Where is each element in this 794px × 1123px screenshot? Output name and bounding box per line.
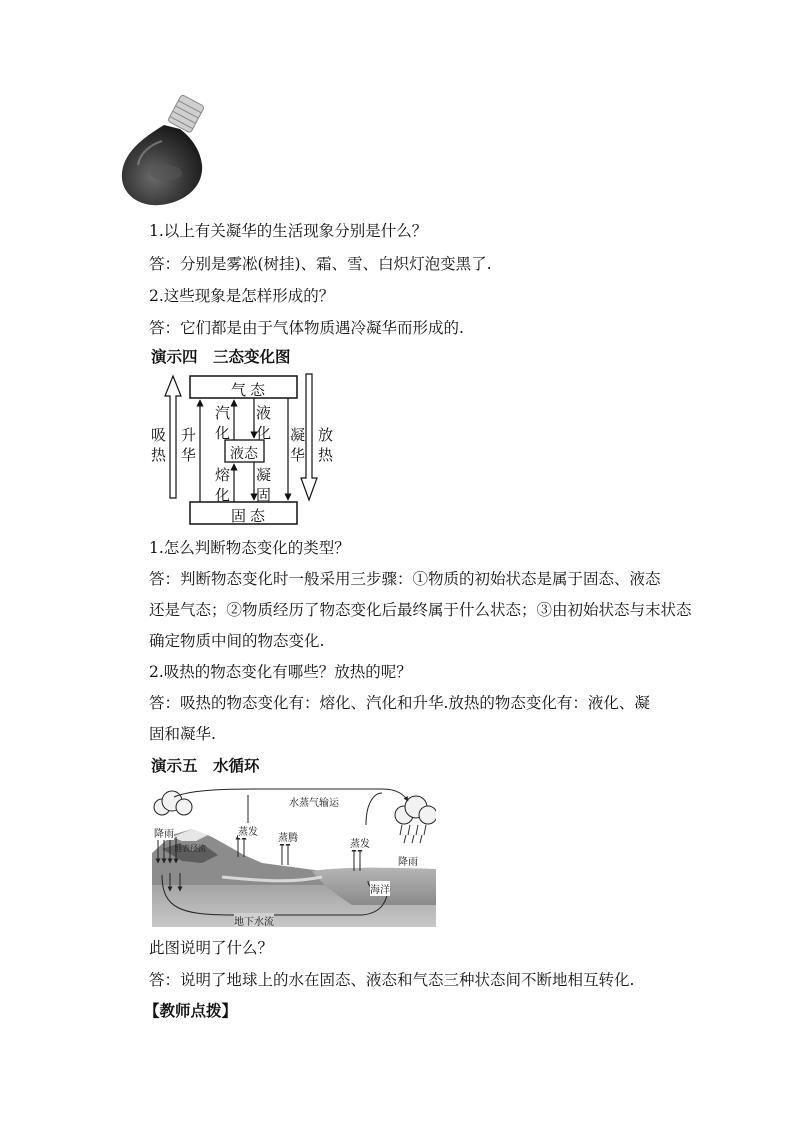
- desublimate-label: 凝 华: [290, 426, 306, 464]
- surface-runoff-label: 地表径流: [174, 844, 206, 853]
- absorb-heat-label: 吸 热: [151, 426, 167, 464]
- transpire-label: 蒸腾: [278, 829, 298, 844]
- demo4-q1-answer-line3: 确定物质中间的物态变化.: [149, 632, 325, 650]
- demo4-q1-answer-line1: 答：判断物态变化时一般采用三步骤：①物质的初始状态是属于固态、液态: [149, 570, 661, 588]
- sublimate-label: 升 华: [181, 426, 197, 464]
- demo4-q1-answer-line2: 还是气态；②物质经历了物态变化后最终属于什么状态；③由初始状态与末状态: [149, 601, 692, 619]
- q1-question: 1.以上有关凝华的生活现象分别是什么？: [149, 222, 428, 240]
- solid-label: 固态: [230, 507, 269, 525]
- demo4-q2-answer-line1: 答：吸热的物态变化有：熔化、汽化和升华.放热的物态变化有：液化、凝: [149, 694, 650, 712]
- release-heat-label: 放 热: [318, 426, 334, 464]
- demo4-q2-question: 2.吸热的物态变化有哪些？放热的呢？: [149, 663, 412, 681]
- q2-answer: 答：它们都是由于气体物质遇冷凝华而形成的.: [149, 319, 464, 337]
- vaporize-label: 汽 化: [215, 404, 231, 442]
- teacher-tip-heading: 【教师点拨】: [144, 1002, 238, 1020]
- demo5-question: 此图说明了什么？: [149, 939, 274, 957]
- vapor-transport-label: 水蒸气输运: [289, 794, 339, 809]
- q1-answer: 答：分别是雾凇(树挂)、霜、雪、白炽灯泡变黑了.: [149, 255, 492, 273]
- melt-label: 熔 化: [215, 466, 231, 504]
- ocean-label: 海洋: [370, 881, 390, 896]
- light-bulb-image: [118, 95, 210, 210]
- rain-left-label: 降雨: [154, 825, 174, 840]
- groundwater-label: 地下水流: [234, 913, 274, 927]
- demo4-heading: 演示四 三态变化图: [151, 347, 291, 366]
- demo5-answer: 答：说明了地球上的水在固态、液态和气态三种状态间不断地相互转化.: [149, 971, 635, 989]
- demo4-q2-answer-line2: 固和凝华.: [149, 725, 216, 743]
- solidify-label: 凝 固: [256, 466, 272, 504]
- demo5-heading: 演示五 水循环: [151, 756, 260, 775]
- evaporate-label-1: 蒸发: [238, 823, 258, 838]
- rain-right-label: 降雨: [398, 853, 418, 868]
- liquefy-label: 液 化: [256, 404, 272, 442]
- q2-question: 2.这些现象是怎样形成的？: [149, 287, 335, 305]
- liquid-label: 液态: [230, 446, 258, 462]
- demo4-q1-question: 1.怎么判断物态变化的类型？: [149, 539, 350, 557]
- evaporate-label-2: 蒸发: [350, 835, 370, 850]
- water-cycle-diagram: [152, 785, 436, 927]
- gas-label: 气态: [230, 381, 269, 399]
